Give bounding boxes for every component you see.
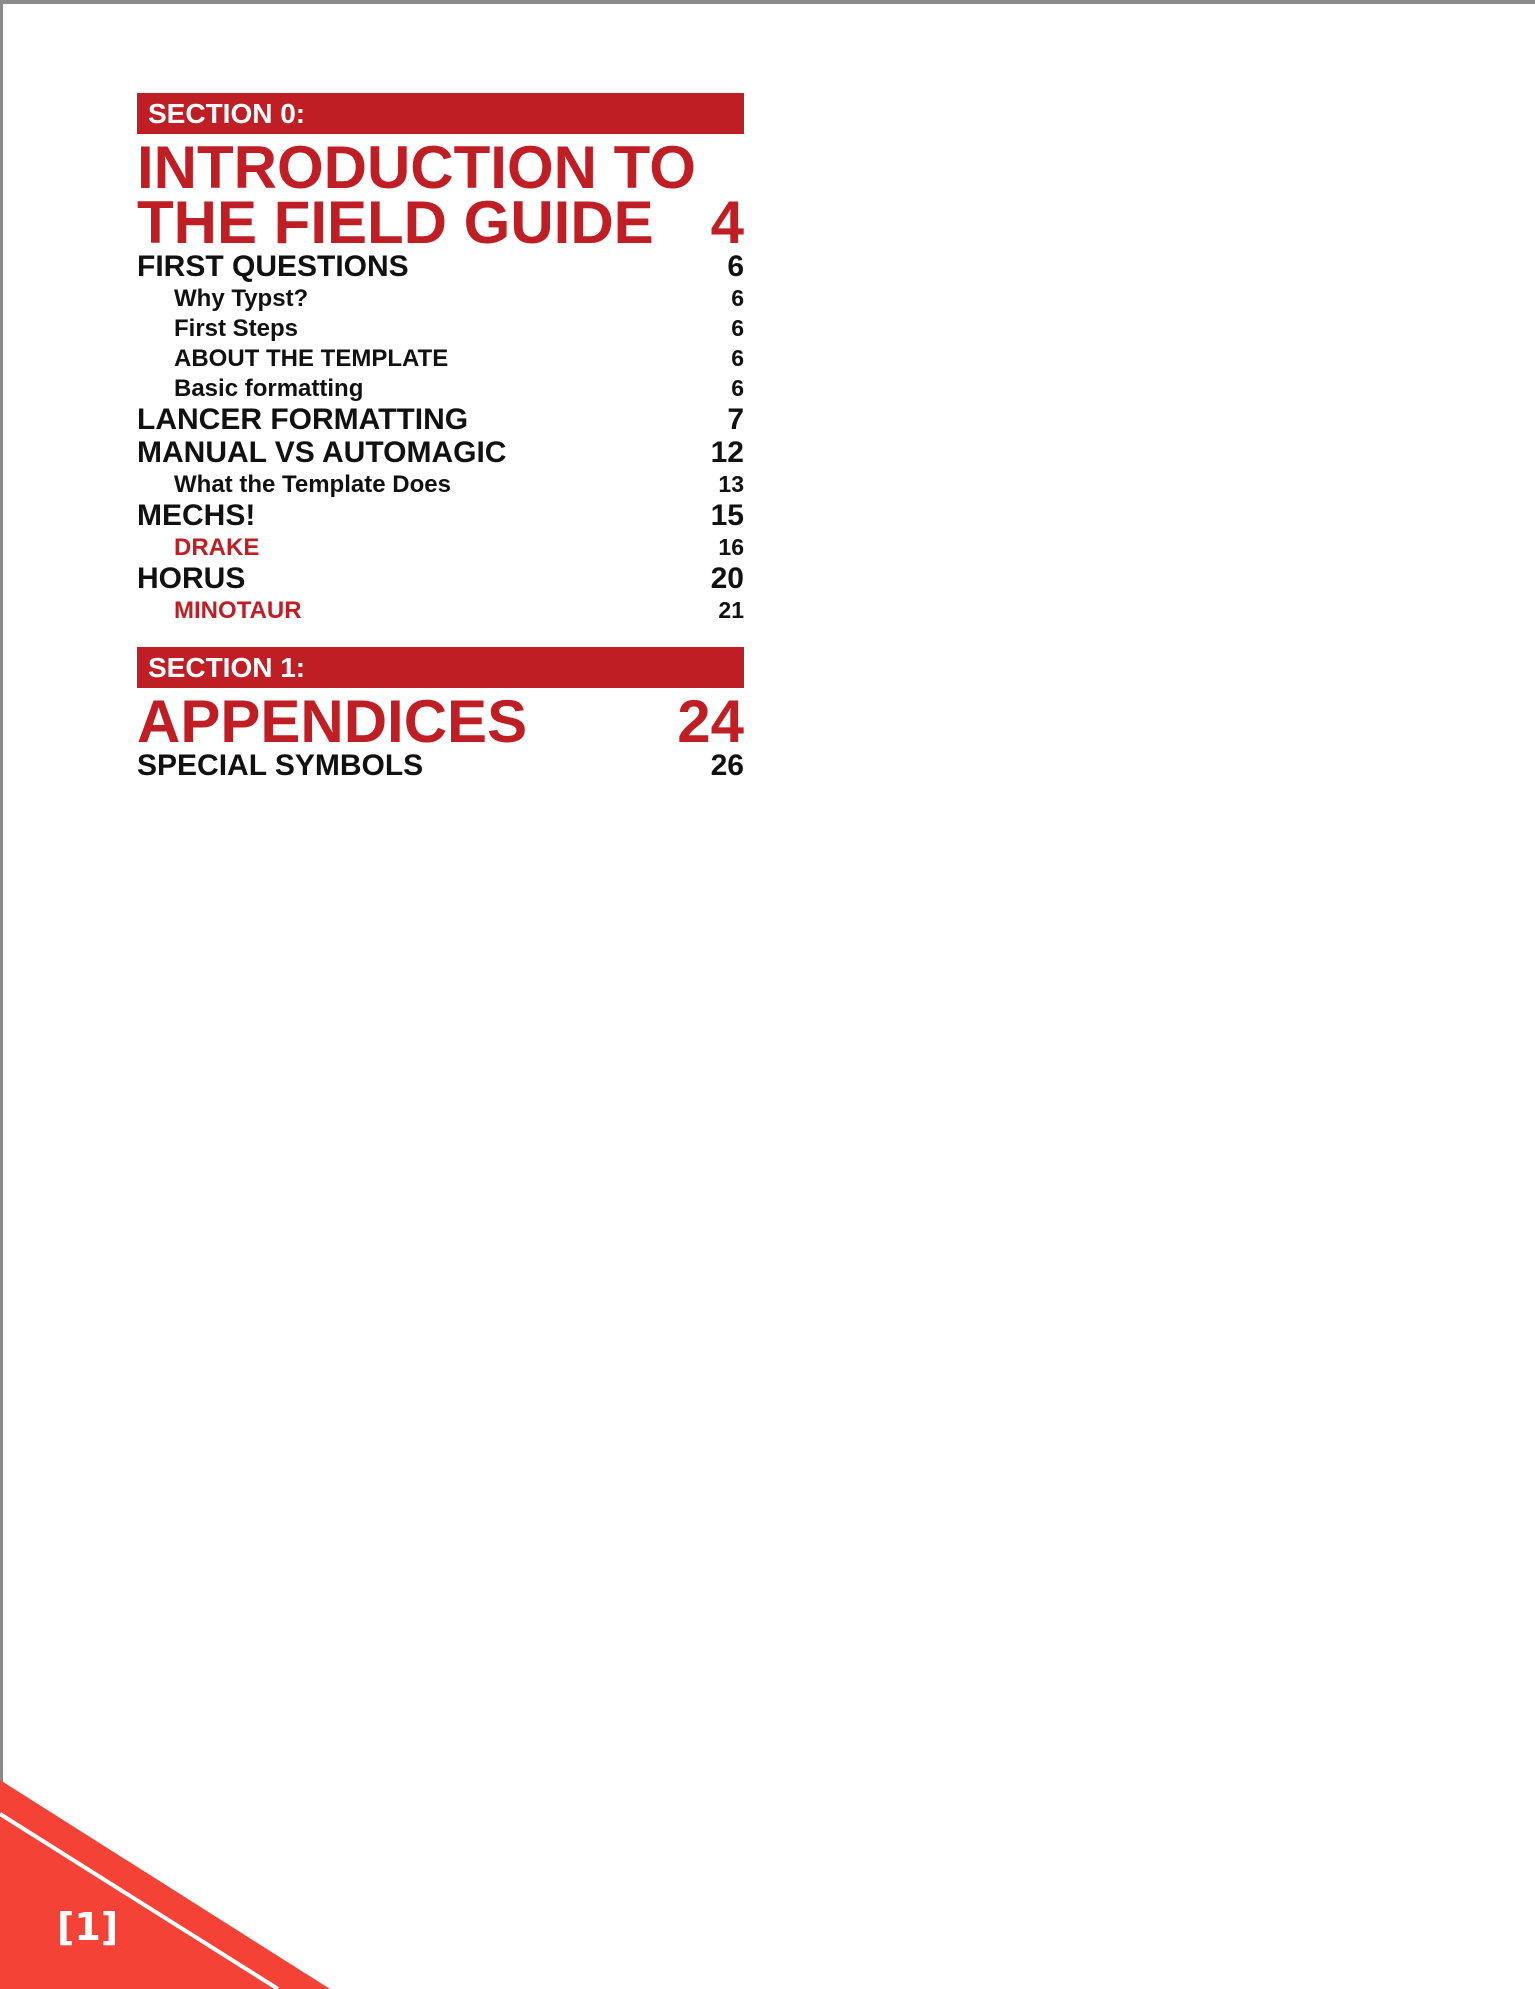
- toc-entry-page: 13: [718, 471, 744, 497]
- toc-entry-drake[interactable]: [137, 532, 744, 562]
- toc-entry-title: MANUAL VS AUTOMAGIC: [137, 436, 507, 469]
- toc-entry-horus[interactable]: [137, 562, 744, 595]
- toc-entry-minotaur[interactable]: [137, 595, 744, 625]
- toc-entry-page: 6: [731, 375, 744, 401]
- toc-entry-title: DRAKE: [174, 534, 260, 561]
- page-number: [1]: [57, 1905, 119, 1949]
- toc-entry-title: First Steps: [174, 315, 299, 342]
- toc-entry-page: 21: [718, 597, 744, 623]
- toc-entry-page: 15: [710, 499, 744, 532]
- toc-entry-about-the-template[interactable]: [137, 343, 744, 373]
- toc-entry-title: MINOTAUR: [174, 597, 302, 624]
- toc-entry-title: Why Typst?: [174, 285, 309, 312]
- toc-entry-title: ABOUT THE TEMPLATE: [174, 345, 449, 372]
- toc-entry-page: 16: [718, 534, 744, 560]
- top-border: [0, 0, 1535, 4]
- toc-entry-title: HORUS: [137, 562, 246, 595]
- toc-entry-lancer-formatting[interactable]: [137, 403, 744, 436]
- section-1-title[interactable]: [137, 688, 744, 755]
- section-1-title-text: APPENDICES: [137, 688, 528, 755]
- table-of-contents: [137, 93, 744, 782]
- toc-entry-mechs[interactable]: [137, 499, 744, 532]
- toc-entry-page: 26: [710, 749, 744, 782]
- toc-entry-manual-vs-automagic[interactable]: [137, 436, 744, 469]
- section-0-title-line2: THE FIELD GUIDE: [137, 189, 654, 256]
- section-0-title[interactable]: [137, 134, 744, 256]
- toc-entry-title: What the Template Does: [174, 471, 451, 498]
- toc-entry-page: 12: [710, 436, 744, 469]
- toc-entry-title: SPECIAL SYMBOLS: [137, 749, 424, 782]
- toc-entry-title: Basic formatting: [174, 375, 364, 402]
- toc-entry-title: LANCER FORMATTING: [137, 403, 469, 436]
- toc-entry-page: 6: [727, 250, 744, 283]
- toc-entry-page: 6: [731, 345, 744, 371]
- section-0-title-text: [137, 134, 696, 256]
- section-0-label: SECTION 0:: [137, 93, 744, 134]
- toc-entry-page: 7: [727, 403, 744, 436]
- toc-entry-page: 6: [731, 285, 744, 311]
- section-1-label: SECTION 1:: [137, 647, 744, 688]
- toc-entry-first-steps[interactable]: [137, 313, 744, 343]
- toc-entry-title: MECHS!: [137, 499, 256, 532]
- left-border: [0, 0, 3, 1989]
- section-0-title-line1: INTRODUCTION TO: [137, 134, 696, 201]
- toc-entry-basic-formatting[interactable]: [137, 373, 744, 403]
- toc-entry-why-typst[interactable]: [137, 283, 744, 313]
- toc-entry-page: 6: [731, 315, 744, 341]
- section-0-page: 4: [710, 189, 744, 256]
- toc-entry-title: FIRST QUESTIONS: [137, 250, 409, 283]
- section-1-page: 24: [677, 688, 744, 755]
- toc-entry-what-the-template-does[interactable]: [137, 469, 744, 499]
- corner-triangle-decoration: [0, 1780, 340, 1989]
- toc-entry-page: 20: [710, 562, 744, 595]
